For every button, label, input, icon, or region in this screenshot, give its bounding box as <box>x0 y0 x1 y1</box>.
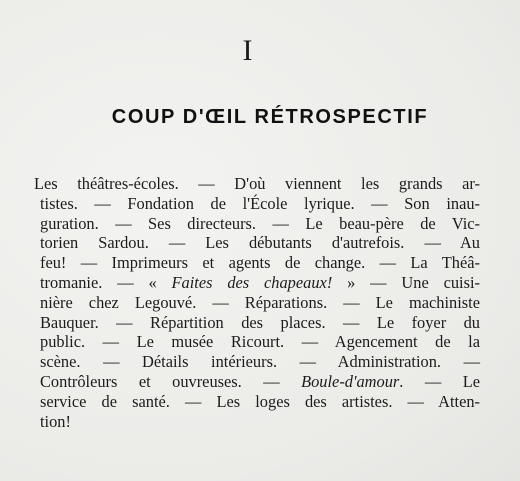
summary-line: torien Sardou. — Les débutants d'autrefois. — Au <box>40 233 480 253</box>
chapter-title: COUP D'ŒIL RÉTROSPECTIF <box>111 106 429 128</box>
chapter-summary <box>34 174 480 431</box>
summary-line: nière chez Legouvé. — Réparations. — Le machiniste <box>40 292 480 312</box>
summary-line: service de santé. — Les loges des artistes. — Atten- <box>40 391 480 411</box>
summary-line: guration. — Ses directeurs. — Le beau-père de Vic- <box>40 213 480 233</box>
summary-line: tistes. — Fondation de l'École lyrique. — Son inau- <box>40 193 480 213</box>
summary-line: Bauquer. — Répartition des places. — Le foyer du <box>40 312 480 332</box>
italic-title: Boule-d'amour <box>301 371 400 391</box>
chapter-number: I <box>242 34 254 67</box>
summary-line: feu! — Imprimeurs et agents de change. — La Théâ- <box>40 253 480 273</box>
summary-line: tromanie. — « Faites des chapeaux! » — Une cuisi- <box>40 272 480 292</box>
summary-line: Contrôleurs et ouvreuses. — Boule-d'amour. — Le <box>40 371 480 391</box>
summary-line: tion! <box>40 411 71 431</box>
summary-line: Les théâtres-écoles. — D'où viennent les grands ar- <box>34 174 480 193</box>
summary-line: scène. — Détails intérieurs. — Administration. — <box>40 352 480 372</box>
summary-line: public. — Le musée Ricourt. — Agencement de la <box>40 332 480 352</box>
italic-quote: Faites des chapeaux! <box>171 272 333 292</box>
